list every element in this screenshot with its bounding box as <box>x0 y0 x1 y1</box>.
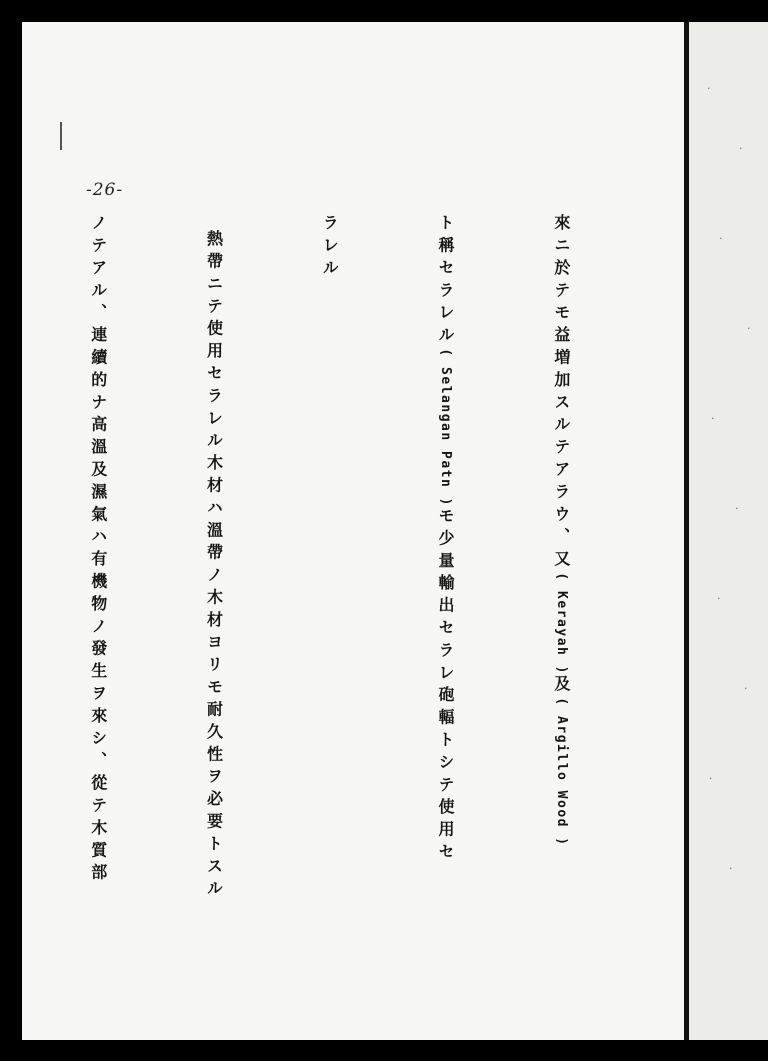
text-line-1 <box>541 214 580 1034</box>
text-line-2 <box>425 214 464 1034</box>
margin-mark <box>60 122 62 150</box>
latin-term: ( Selangan Patn ) <box>438 348 454 507</box>
text-line-4: 熱帶ニテ使用セラレル木材ハ溫帶ノ木材ヨリモ耐久性ヲ必要トスル <box>204 230 224 902</box>
text-segment: 來ニ於テモ益増加スルテアラウ、又 <box>551 214 571 573</box>
page-number: -26- <box>86 180 124 200</box>
text-segment: モ少量輸出セラレ砲輻トシテ使用セ <box>436 506 456 866</box>
text-segment: 及 <box>551 675 571 698</box>
text-segment: ト稱セラレル <box>436 214 456 349</box>
vertical-body-text <box>88 214 657 1034</box>
latin-term: ( Argillo Wood ) <box>553 697 569 847</box>
facing-page-bleedthrough: · · · · · · · · · · <box>689 22 768 1040</box>
document-page <box>22 22 768 1040</box>
text-line-5: ノテアル、連續的ナ高溫及濕氣ハ有機物ノ發生ヲ來シ、從テ木質部 <box>88 214 108 886</box>
text-line-3: ラレル <box>320 214 340 282</box>
latin-term: ( Kerayah ) <box>553 572 569 675</box>
